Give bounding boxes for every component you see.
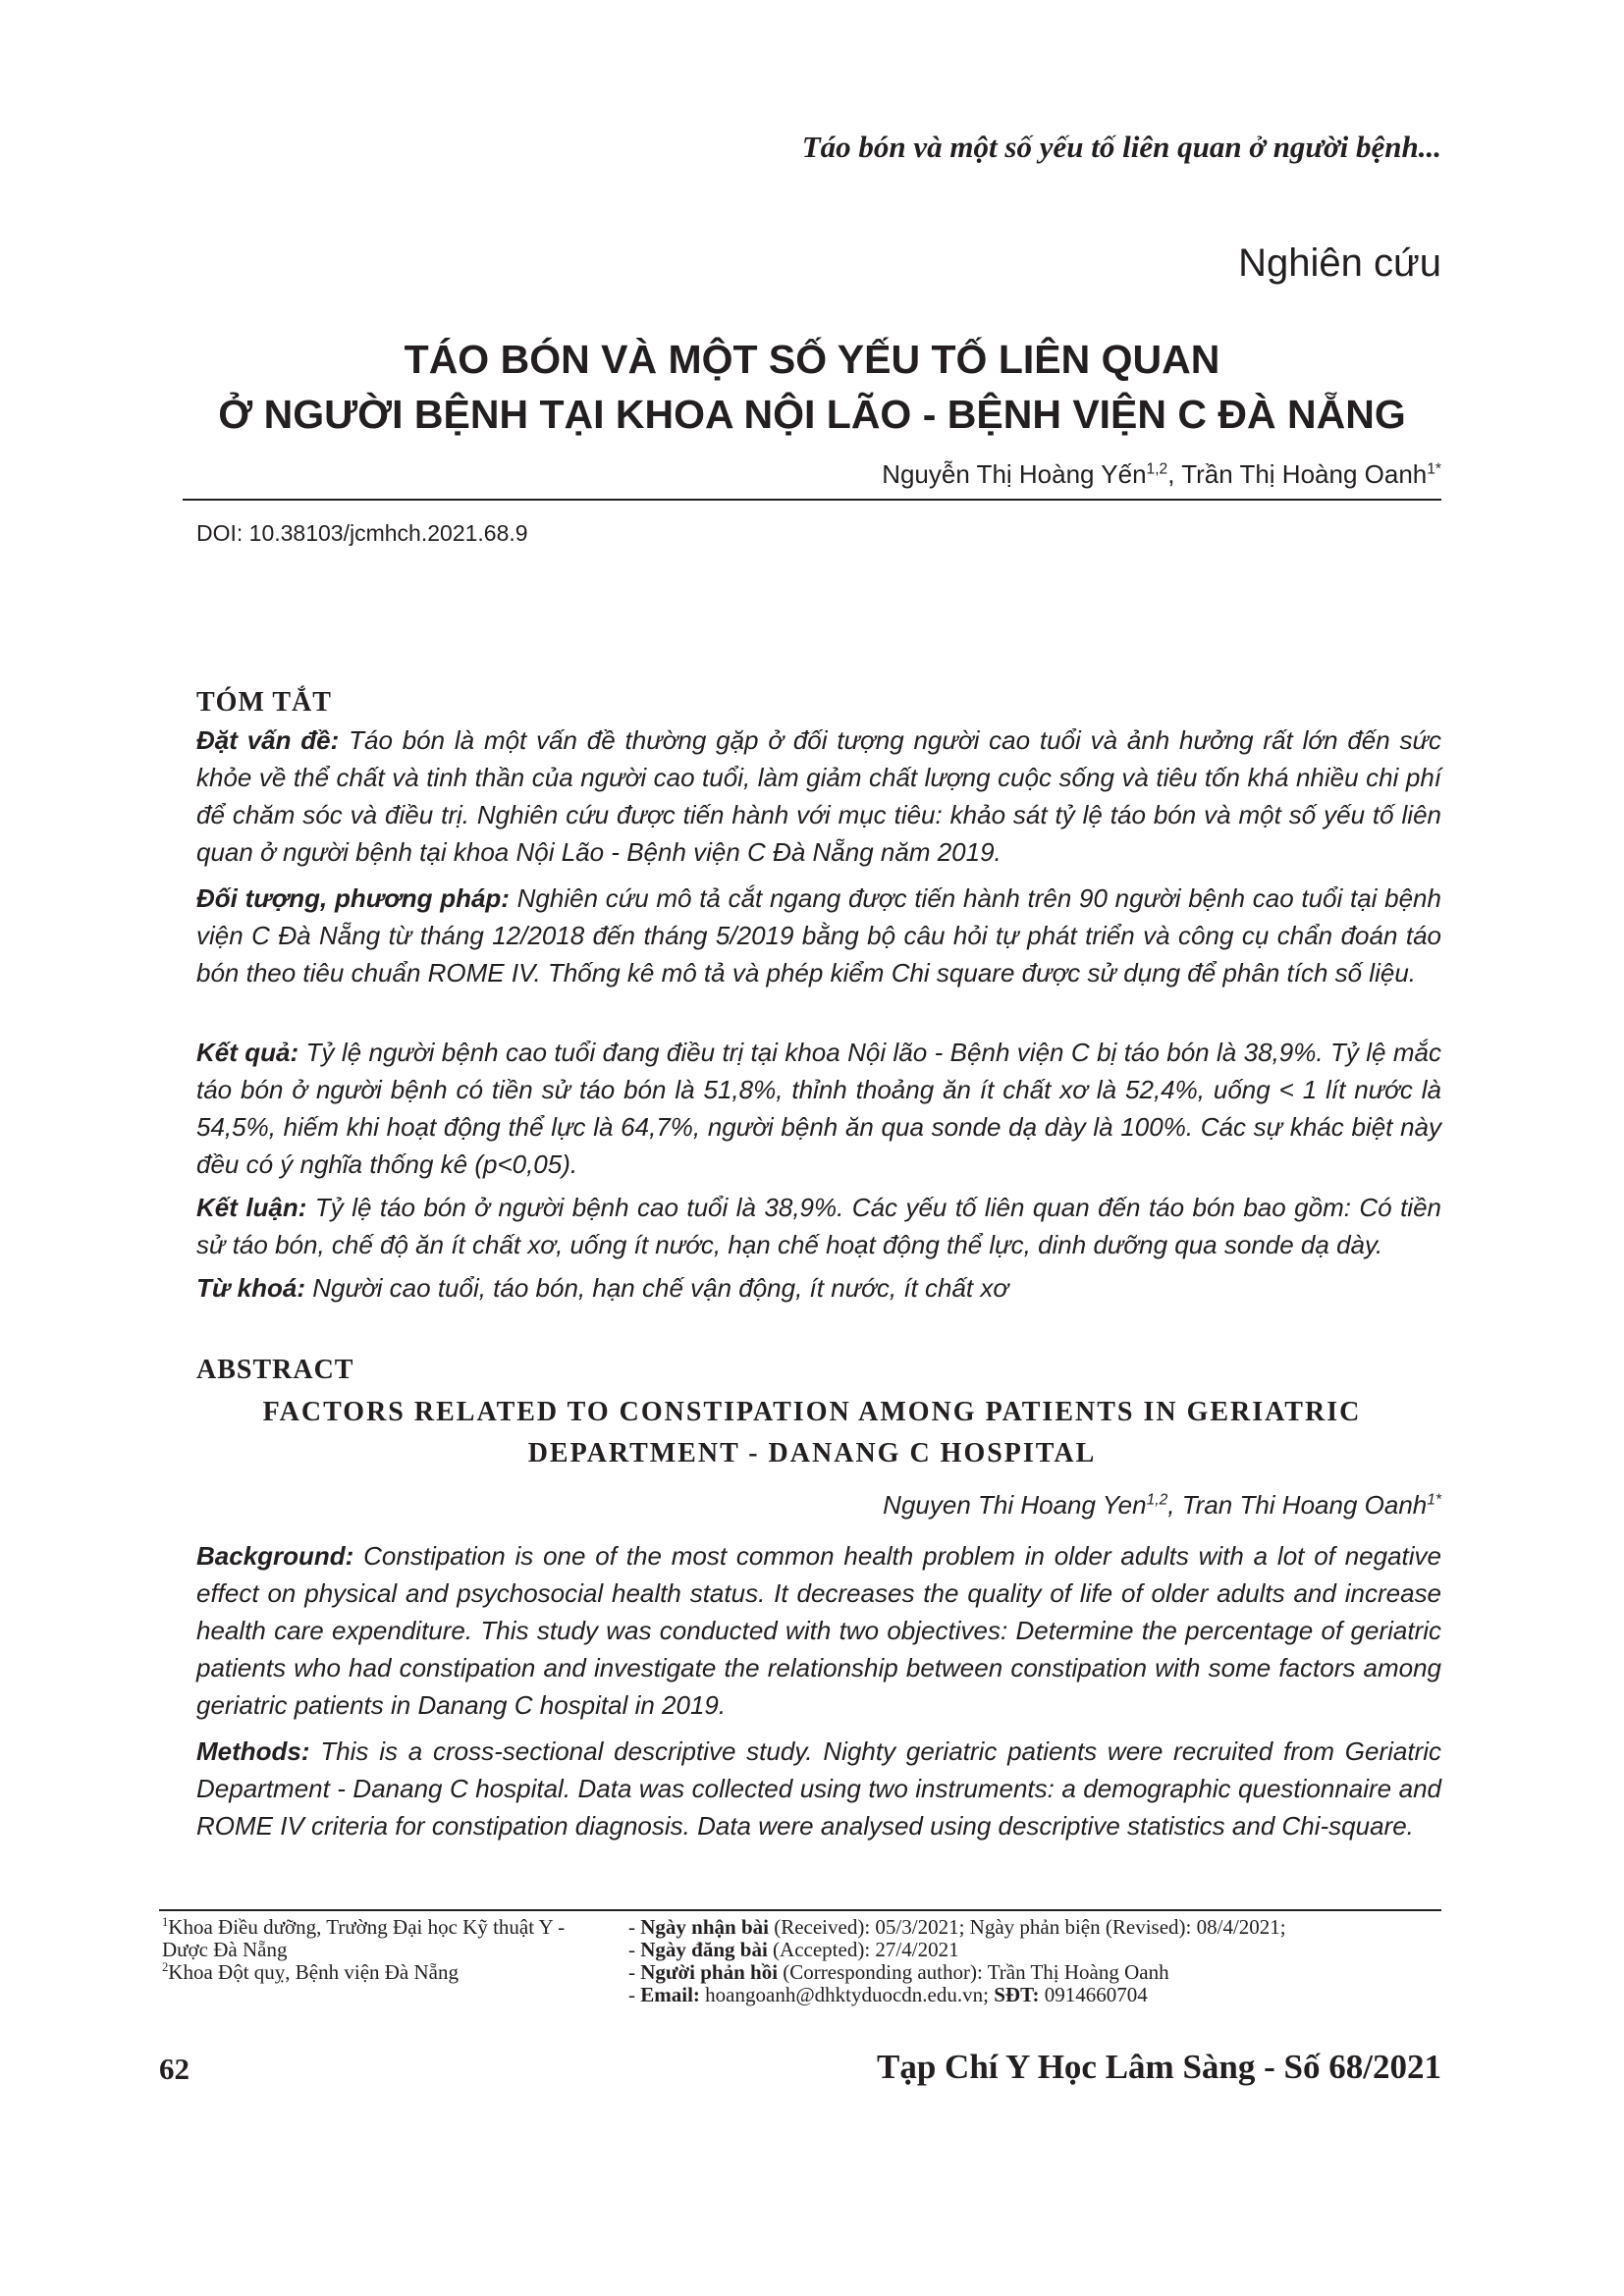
paragraph-text: Nghiên cứu mô tả cắt ngang được tiến hành trên 90 người bệnh cao tuổi tại bệnh viện C Đà Nẵng từ tháng 12/2018 đến tháng 5/2019 bằng bộ câu hỏi tự phát triển và công cụ chẩn đoán táo bón theo tiêu chuẩn ROME IV. Thống kê mô tả và phép kiểm Chi square được sử dụng để phân tích số liệu. — [196, 883, 1441, 988]
abstract-methods — [196, 1733, 1441, 1844]
email-link[interactable]: hoangoanh@dhktyduocdn.edu.vn; — [699, 1983, 995, 2006]
summary-heading: TÓM TẮT — [196, 687, 332, 718]
phone-label: SĐT: — [994, 1983, 1040, 2006]
bullet-dash: - — [628, 1938, 641, 1961]
article-dates — [628, 1916, 1443, 2006]
phone-number: 0914660704 — [1039, 1983, 1148, 2006]
article-title-line-1: TÁO BÓN VÀ MỘT SỐ YẾU TỐ LIÊN QUAN — [404, 337, 1220, 382]
affiliation-marker: 1 — [162, 1915, 169, 1929]
doi[interactable]: DOI: 10.38103/jcmhch.2021.68.9 — [196, 520, 528, 546]
accepted-line — [628, 1939, 1443, 1961]
summary-methods — [196, 880, 1441, 991]
summary-results — [196, 1034, 1441, 1183]
affiliation-marker: 1* — [1427, 1491, 1441, 1509]
author-list — [882, 459, 1441, 490]
running-head: Táo bón và một số yếu tố liên quan ở người bệnh... — [801, 130, 1441, 164]
english-author-list — [883, 1490, 1441, 1521]
affiliation-text: Khoa Đột quỵ, Bệnh viện Đà Nẵng — [168, 1960, 459, 1984]
affiliation-marker: 2 — [162, 1960, 169, 1974]
summary-conclusion — [196, 1189, 1441, 1263]
section-label: Nghiên cứu — [1238, 241, 1441, 285]
summary-background — [196, 721, 1441, 871]
paragraph-label: Đối tượng, phương pháp: — [196, 883, 510, 913]
abstract-heading: ABSTRACT — [196, 1355, 354, 1385]
paragraph-label: Methods: — [196, 1736, 310, 1766]
author-name: Nguyen Thi Hoang Yen — [883, 1490, 1147, 1520]
footnote-divider — [159, 1909, 1441, 1911]
page-number: 62 — [159, 2052, 189, 2086]
corresponding-line — [628, 1961, 1443, 1984]
paragraph-label: Đặt vấn đề: — [196, 725, 340, 755]
paragraph-text: Constipation is one of the most common health problem in older adults with a lot of negative effect on physical and psychosocial health status. It decreases the quality of life of older adults and increase health care expenditure. This study was conducted with two objectives: Determine the percentage of geriatric patients who had constipation and investigate the relationship between constipation with some factors among geriatric patients in Danang C hospital in 2019. — [196, 1541, 1441, 1720]
paragraph-text: Tỷ lệ người bệnh cao tuổi đang điều trị tại khoa Nội lão - Bệnh viện C bị táo bón là 38,9%. Tỷ lệ mắc táo bón ở người bệnh có tiền sử táo bón là 51,8%, thỉnh thoảng ăn ít chất xơ là 52,4%, uống < 1 lít nước là 54,5%, hiếm khi hoạt động thể lực là 64,7%, người bệnh ăn qua sonde dạ dày là 100%. Các sự khác biệt này đều có ý nghĩa thống kê (p<0,05). — [196, 1038, 1442, 1179]
affiliation-1 — [162, 1916, 594, 1961]
paragraph-text: Táo bón là một vấn đề thường gặp ở đối tượng người cao tuổi và ảnh hưởng rất lớn đến sức khỏe về thể chất và tinh thần của người cao tuổi, làm giảm chất lượng cuộc sống và tiêu tốn khá nhiều chi phí để chăm sóc và điều trị. Nghiên cứu được tiến hành với mục tiêu: khảo sát tỷ lệ táo bón và một số yếu tố liên quan ở người bệnh tại khoa Nội Lão - Bệnh viện C Đà Nẵng năm 2019. — [196, 725, 1441, 867]
accepted-label: Ngày đăng bài — [640, 1938, 768, 1961]
paragraph-label: Từ khoá: — [196, 1273, 306, 1303]
english-title — [147, 1392, 1477, 1474]
paragraph-label: Background: — [196, 1541, 354, 1571]
english-title-line-2: DEPARTMENT - DANANG C HOSPITAL — [527, 1438, 1097, 1468]
affiliations — [162, 1916, 594, 1984]
author-separator: , — [1167, 1490, 1182, 1520]
affiliation-text: Khoa Điều dưỡng, Trường Đại học Kỹ thuật Y - Dược Đà Nẵng — [162, 1915, 566, 1961]
corresponding-label: Người phản hồi — [640, 1960, 779, 1984]
email-label: Email: — [640, 1983, 700, 2006]
bullet-dash: - — [628, 1960, 641, 1984]
received-text: (Received): 05/3/2021; Ngày phản biện (Revised): 08/4/2021; — [768, 1915, 1286, 1939]
bullet-dash: - — [628, 1915, 641, 1939]
paragraph-text: This is a cross-sectional descriptive study. Nighty geriatric patients were recruited from Geriatric Department - Danang C hospital. Data was collected using two instruments: a demographic questionnaire and ROME IV criteria for constipation diagnosis. Data were analysed using descriptive statistics and Chi-square. — [196, 1736, 1441, 1841]
corresponding-text: (Corresponding author): Trần Thị Hoàng Oanh — [778, 1960, 1169, 1984]
affiliation-marker: 1,2 — [1146, 1491, 1168, 1509]
paragraph-text: Người cao tuổi, táo bón, hạn chế vận động, ít nước, ít chất xơ — [305, 1273, 1009, 1303]
paragraph-label: Kết quả: — [196, 1038, 299, 1067]
contact-line — [628, 1984, 1443, 2006]
received-label: Ngày nhận bài — [640, 1915, 769, 1939]
paragraph-text: Tỷ lệ táo bón ở người bệnh cao tuổi là 38,9%. Các yếu tố liên quan đến táo bón bao gồm: Có tiền sử táo bón, chế độ ăn ít chất xơ, uống ít nước, hạn chế hoạt động thể lực, dinh dưỡng qua sonde dạ dày. — [196, 1193, 1441, 1259]
accepted-text: (Accepted): 27/4/2021 — [767, 1938, 959, 1961]
author-name: Trần Thị Hoàng Oanh — [1181, 459, 1428, 489]
received-line — [628, 1916, 1443, 1939]
author-name: Nguyễn Thị Hoàng Yến — [882, 459, 1147, 489]
english-title-line-1: FACTORS RELATED TO CONSTIPATION AMONG PATIENTS IN GERIATRIC — [262, 1397, 1362, 1427]
article-title-line-2: Ở NGƯỜI BỆNH TẠI KHOA NỘI LÃO - BỆNH VIỆN C ĐÀ NẴNG — [218, 392, 1406, 437]
abstract-background — [196, 1537, 1441, 1724]
affiliation-marker: 1* — [1427, 460, 1441, 478]
article-title — [147, 332, 1477, 442]
header-divider — [183, 499, 1441, 501]
author-name: Tran Thi Hoang Oanh — [1181, 1490, 1428, 1520]
author-separator: , — [1167, 459, 1182, 489]
paragraph-label: Kết luận: — [196, 1193, 307, 1222]
affiliation-2 — [162, 1961, 594, 1984]
affiliation-marker: 1,2 — [1146, 460, 1168, 478]
journal-name: Tạp Chí Y Học Lâm Sàng - Số 68/2021 — [877, 2048, 1441, 2086]
bullet-dash: - — [628, 1983, 641, 2006]
summary-keywords — [196, 1269, 1441, 1307]
